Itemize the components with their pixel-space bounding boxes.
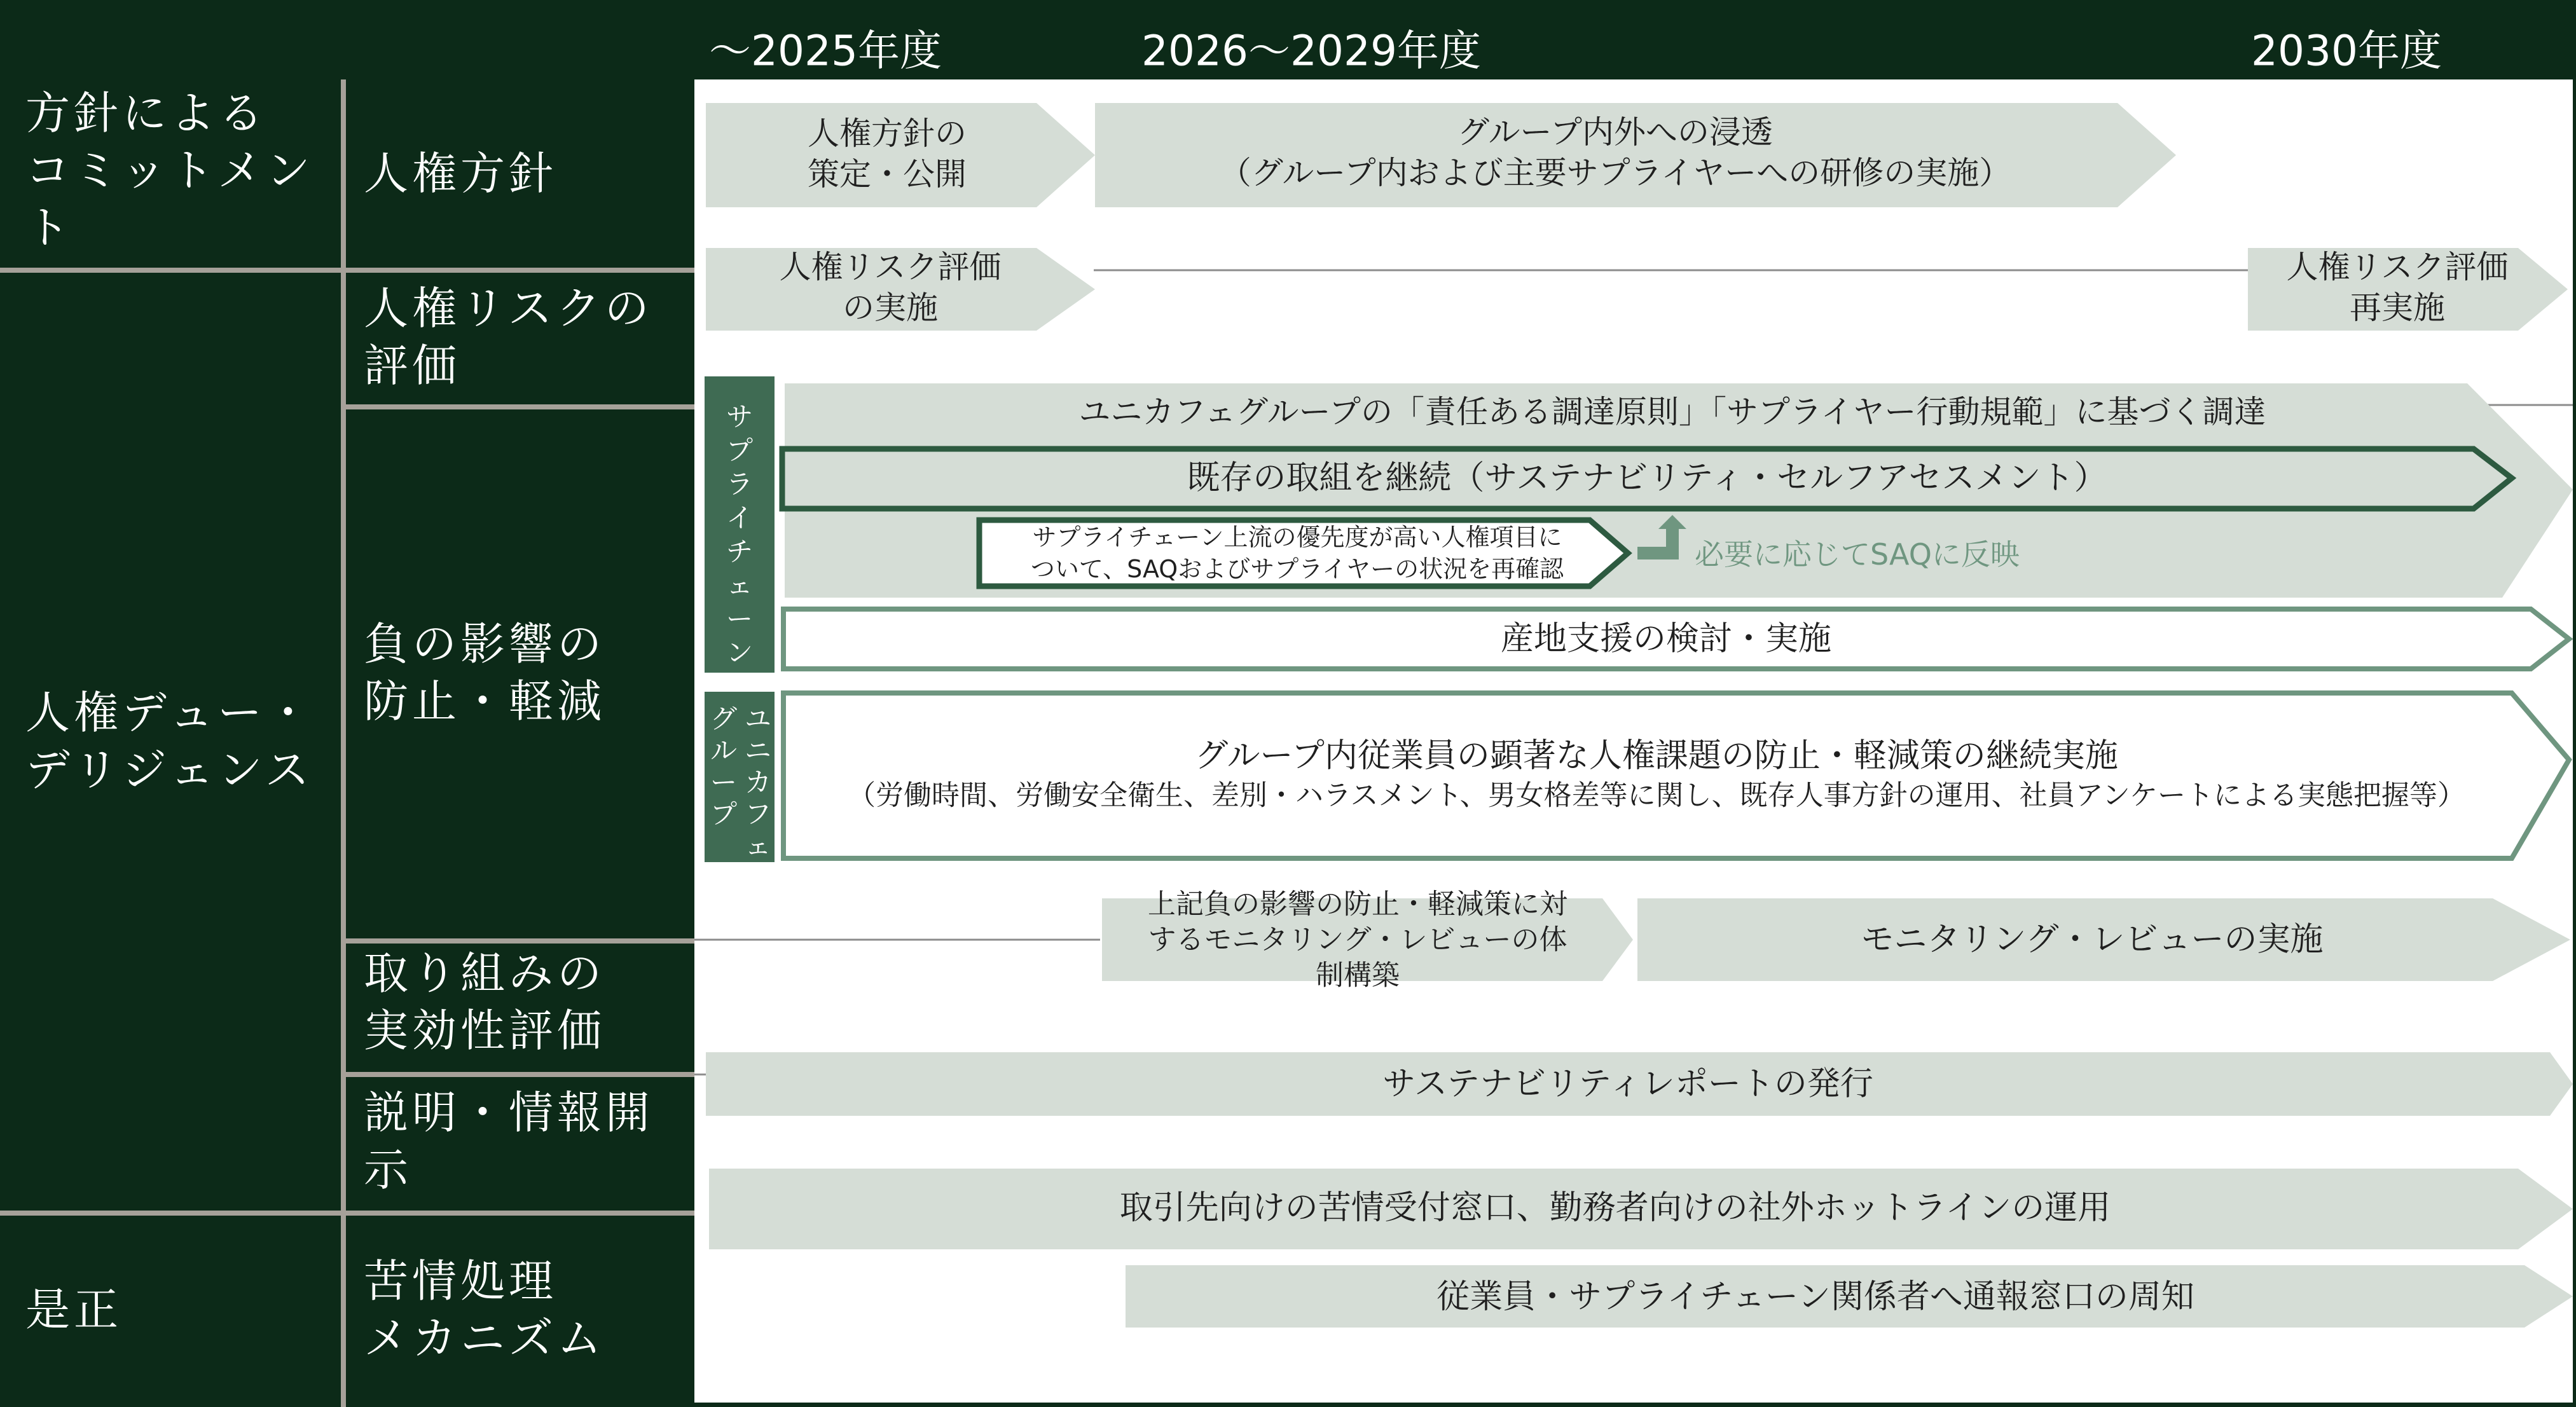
text-reflect-saq: 必要に応じてSAQに反映 (1695, 537, 2020, 572)
section-label-commitment-line-3: ト (25, 202, 74, 254)
text-monitoring-setup-line-3: 制構築 (1316, 959, 1400, 992)
text-group-employees-line-2: （労働時間、労働安全衛生、差別・ハラスメント、男女格差等に関し、既存人事方針の運用、社員アンケートによる実態把握等） (847, 779, 2466, 812)
text-upstream-check-line-2: ついて、SAQおよびサプライヤーの状況を再確認 (1030, 555, 1564, 583)
bottom-border (694, 1403, 2576, 1407)
tab-group-label-col2: グループ (710, 703, 738, 830)
text-monitoring-review: モニタリング・レビューの実施 (1861, 921, 2324, 959)
text-policy-penetration-line-2: （グループ内および主要サプライヤーへの研修の実施） (1219, 154, 2011, 191)
row-label-effectiveness-line-2: 実効性評価 (364, 1005, 605, 1057)
section-label-commitment-line-1: 方針による (25, 87, 267, 139)
text-origin-support: 産地支援の検討・実施 (1500, 620, 1832, 658)
row-label-prevention-line-1: 負の影響の (364, 618, 605, 670)
text-whistleblow: 従業員・サプライチェーン関係者へ通報窓口の周知 (1436, 1278, 2194, 1316)
row-label-risk-assessment-line-1: 人権リスクの (364, 282, 653, 334)
text-policy-formulation-line-2: 策定・公開 (808, 156, 967, 193)
row-label-effectiveness-line-1: 取り組みの (364, 947, 605, 999)
text-risk-reeval-line-1: 人権リスク評価 (2286, 249, 2509, 285)
period-2030: 2030年度 (2251, 26, 2442, 76)
text-risk-eval-line-1: 人権リスク評価 (779, 249, 1002, 285)
text-policy-penetration-line-1: グループ内外への浸透 (1457, 114, 1773, 151)
arrow-group-employees (783, 693, 2569, 858)
text-upstream-check-line-1: サプライチェーン上流の優先度が高い人権項目に (1032, 523, 1562, 551)
row-label-disclosure-line-2: 示 (364, 1144, 412, 1196)
section-label-due-diligence-line-2: デリジェンス (25, 744, 313, 796)
text-group-employees-line-1: グループ内従業員の顕著な人権課題の防止・軽減策の継続実施 (1195, 737, 2118, 775)
text-monitoring-setup-line-2: するモニタリング・レビューの体 (1148, 923, 1567, 956)
text-monitoring-setup-line-1: 上記負の影響の防止・軽減策に対 (1148, 888, 1567, 921)
row-label-risk-assessment-line-2: 評価 (364, 340, 460, 392)
row-label-grievance-line-1: 苦情処理 (364, 1255, 557, 1307)
period-2025: ～2025年度 (709, 26, 942, 76)
row-label-policy: 人権方針 (364, 148, 557, 200)
text-procurement: ユニカフェグループの「責任ある調達原則」「サプライヤー行動規範」に基づく調達 (1078, 394, 2266, 430)
row-label-grievance-line-2: メカニズム (364, 1312, 605, 1364)
text-report: サステナビリティレポートの発行 (1382, 1065, 1873, 1103)
tab-group-label-col1: ユニカフェ (744, 703, 772, 861)
tab-supply-chain-label: サプライチェーン (726, 401, 754, 668)
text-continue-saq: 既存の取組を継続（サステナビリティ・セルフアセスメント） (1187, 459, 2107, 497)
text-risk-reeval-line-2: 再実施 (2350, 289, 2445, 326)
section-label-commitment-line-2: コミットメン (25, 144, 314, 196)
section-label-remedy: 是正 (25, 1284, 122, 1336)
section-label-due-diligence-line-1: 人権デュー・ (25, 687, 314, 739)
left-border (0, 0, 3, 1407)
text-risk-eval-line-2: の実施 (843, 289, 938, 326)
right-border (2573, 79, 2576, 1407)
text-policy-formulation-line-1: 人権方針の (808, 115, 967, 152)
row-label-disclosure-line-1: 説明・情報開 (364, 1087, 654, 1139)
period-2026-2029: 2026～2029年度 (1141, 26, 1481, 76)
row-label-prevention-line-2: 防止・軽減 (364, 675, 605, 727)
text-grievance: 取引先向けの苦情受付窓口、勤務者向けの社外ホットラインの運用 (1119, 1189, 2111, 1227)
